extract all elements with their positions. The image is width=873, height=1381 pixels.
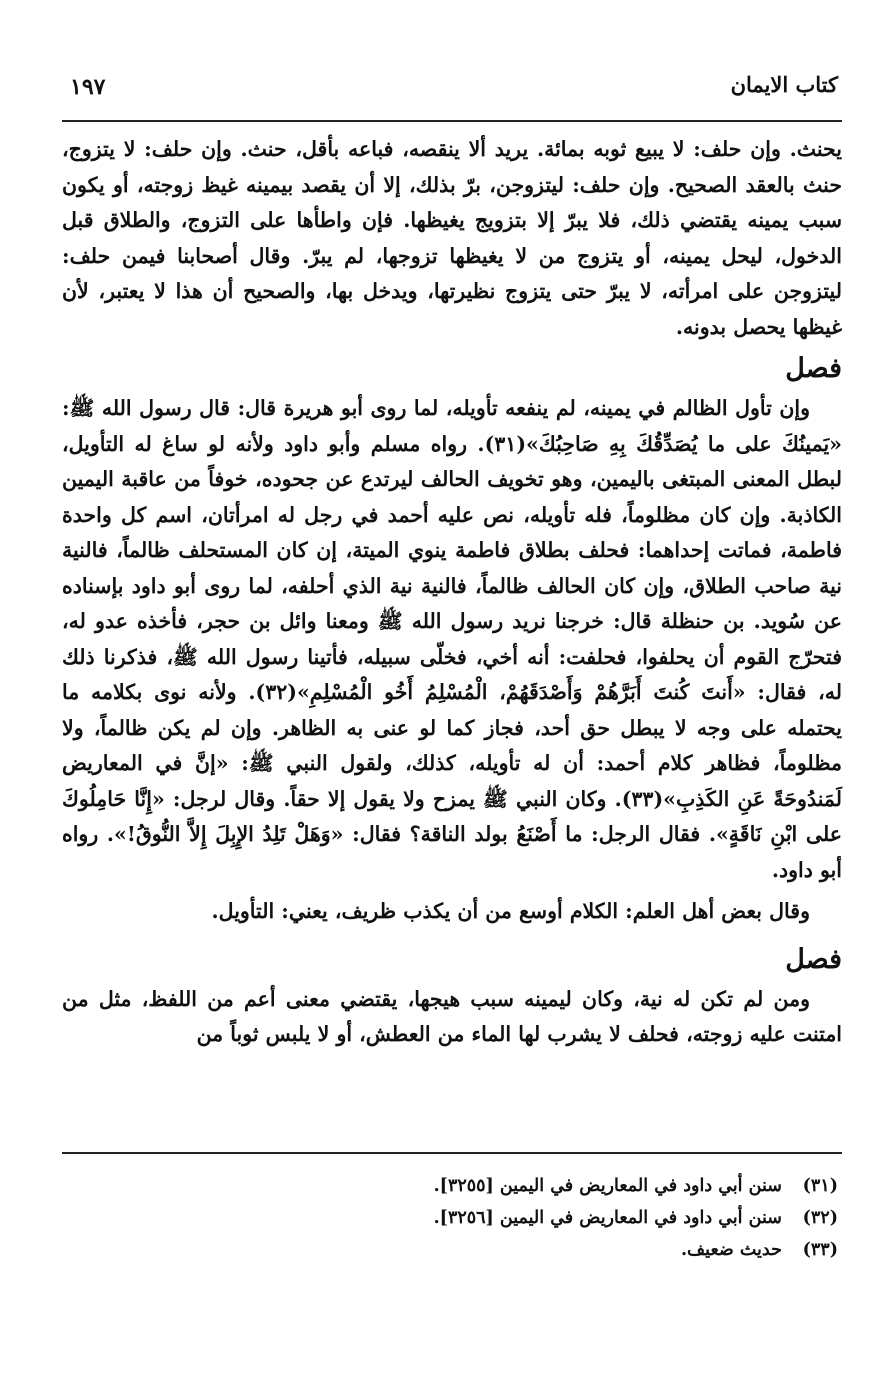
book-title: كتاب الايمان	[730, 72, 838, 97]
footnote-number: (٣٢)	[802, 1208, 838, 1228]
footnotes	[62, 1170, 842, 1266]
header-divider	[62, 120, 842, 122]
footnote-text: سنن أبي داود في المعاريض في اليمين [٣٢٥٥].	[433, 1176, 782, 1196]
book-page	[62, 62, 842, 1260]
page-number: ١٩٧	[70, 74, 106, 100]
paragraph: وإن تأول الظالم في يمينه، لم ينفعه تأويله، لما روى أبو هريرة قال: قال رسول الله ﷺ: «يَمينُكَ على ما يُصَدِّقُكَ بِهِ صَاحِبُكَ»(٣١). رواه مسلم وأبو داود ولأنه لو ساغ له التأويل، لبطل المعنى المبتغى باليمين، وهو تخويف الحالف ليرتدع عن جحوده، خوفاً من عاقبة اليمين الكاذبة. وإن كان مظلوماً، فله تأويله، نص عليه أحمد في رجل له امرأتان، اسم كل واحدة فاطمة، فماتت إحداهما: فحلف بطلاق فاطمة ينوي الميتة، إن كان المستحلف ظالماً، فالنية نية صاحب الطلاق، وإن كان الحالف ظالماً، فالنية نية الذي أحلفه، لما روى أبو داود بإسناده عن سُويد. بن حنظلة قال: خرجنا نريد رسول الله ﷺ ومعنا وائل بن حجر، فأخذه عدو له، فتحرّج القوم أن يحلفوا، فحلفت: أنه أخي، فخلّى سبيله، فأتينا رسول الله ﷺ، فذكرنا ذلك له، فقال: «أَنتَ كُنتَ أَبَرَّهُمْ وَأَصْدَقَهُمْ، الْمُسْلِمُ أَخُو الْمُسْلِمِ»(٣٢). ولأنه نوى بكلامه ما يحتمله على وجه لا يبطل حق أحد، فجاز كما لو عنى به الظاهر. وإن لم يكن ظالماً، ولا مظلوماً، فظاهر كلام أحمد: أن له تأويله، كذلك، ولقول النبي ﷺ: «إنَّ في المعاريض لَمَندُوحَةً عَنِ الكَذِبِ»(٣٣). وكان النبي ﷺ يمزح ولا يقول إلا حقاً. وقال لرجل: «إِنَّا حَامِلُوكَ على ابْنِ نَاقَةٍ». فقال الرجل: ما أَصْنَعُ بولد الناقة؟ فقال: «وَهَلْ تَلِدُ الإِبِلَ إِلاَّ النُّوقُ!». رواه أبو داود.	[62, 396, 842, 882]
footnote-number: (٣٣)	[802, 1240, 838, 1260]
footnote	[62, 1202, 838, 1234]
section-heading: فصل	[785, 943, 842, 975]
paragraph: ومن لم تكن له نية، وكان ليمينه سبب هيجها، يقتضي معنى أعم من اللفظ، مثل من امتنت عليه زوجته، فحلف لا يشرب لها الماء من العطش، أو لا يلبس ثوباً من	[62, 986, 842, 1046]
paragraph: وقال بعض أهل العلم: الكلام أوسع من أن يكذب ظريف، يعني: التأويل.	[211, 899, 810, 923]
footnote	[62, 1234, 838, 1266]
footnote-text: سنن أبي داود في المعاريض في اليمين [٣٢٥٦].	[433, 1208, 782, 1228]
page-header	[62, 62, 842, 102]
page-body	[62, 132, 842, 1053]
footnote-number: (٣١)	[802, 1176, 838, 1196]
section-heading: فصل	[785, 353, 842, 384]
footnote-divider	[62, 1152, 842, 1154]
footnote	[62, 1170, 838, 1202]
paragraph: يحنث. وإن حلف: لا يبيع ثوبه بمائة. يريد ألا ينقصه، فباعه بأقل، حنث. وإن حلف: لا يتزوج، حنث بالعقد الصحيح. وإن حلف: ليتزوجن، برّ بذلك، إلا أن يقصد بيمينه غيظ زوجته، أو يكون سبب يمينه يقتضي ذلك، فلا يبرّ إلا بتزويج يغيظها. فإن واطأها على التزوج، والطلاق قبل الدخول، ليحل يمينه، أو يتزوج من لا يغيظها تزوجها، لم يبرّ. وقال أصحابنا فيمن حلف: ليتزوجن على امرأته، لا يبرّ حتى يتزوج نظيرتها، ويدخل بها، والصحيح أن هذا لا يعتبر، لأن غيظها يحصل بدونه.	[62, 137, 842, 339]
footnote-text: حديث ضعيف.	[680, 1240, 782, 1260]
